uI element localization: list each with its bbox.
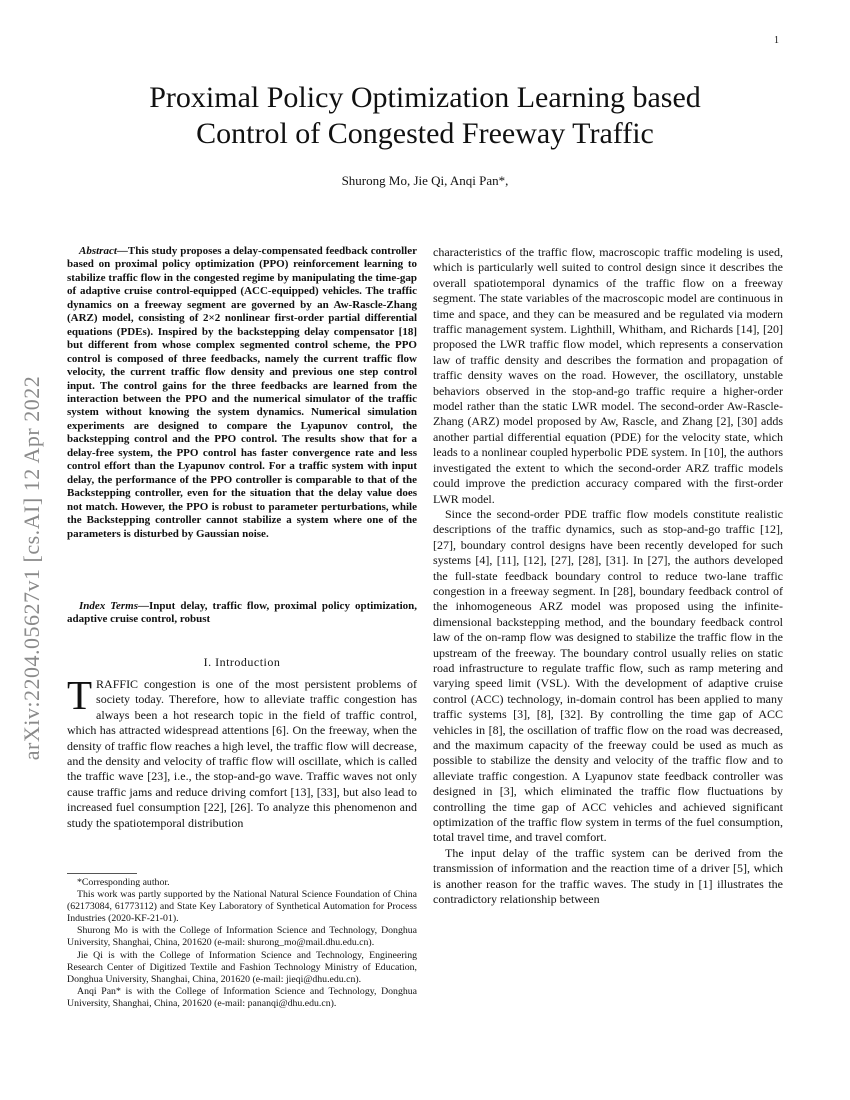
footnote: Shurong Mo is with the College of Information Science and Technology, Donghua University, Shanghai, China, 201620 (e-mail: shurong_mo@mail.dhu.edu.cn).	[67, 925, 417, 949]
footnote: This work was partly supported by the National Natural Science Foundation of China (62173084, 61773112) and State Key Laboratory of Synthetical Automation for Process Industries (2020-KF-21-01).	[67, 889, 417, 925]
section-heading: I. Introduction	[203, 655, 281, 669]
title-line-1: Proximal Policy Optimization Learning based	[149, 81, 701, 114]
right-column	[433, 245, 783, 907]
intro-lead: RAFFIC	[96, 677, 139, 691]
drop-cap: T	[67, 672, 93, 718]
abstract	[67, 245, 417, 541]
intro-paragraph	[67, 672, 417, 831]
title-line-2: Control of Congested Freeway Traffic	[196, 117, 654, 150]
paper-title	[75, 80, 775, 152]
index-terms-text: Input delay, traffic flow, proximal policy optimization, adaptive cruise control, robust	[67, 600, 417, 626]
footnote: *Corresponding author.	[77, 877, 170, 888]
abstract-text: This study proposes a delay-compensated feedback controller based on proximal policy optimization (PPO) reinforcement learning to stabilize traffic flow in the congested regime by manipulating the time-gap of adaptive cruise control-equipped (ACC-equipped) vehicles. The traffic dynamics on a freeway segment are governed by an Aw-Rascle-Zhang (ARZ) model, consisting of 2×2 nonlinear first-order partial differential equations (PDEs). Inspired by the backstepping delay compensator [18] but different from whose complex segmented control scheme, the PPO control is composed of three feedbacks, namely the current traffic flow velocity, the current traffic flow density and previous one step control input. The control gains for the three feedbacks are learned from the interaction between the PPO and the numerical simulator of the traffic system without knowing the system dynamics. Numerical simulation experiments are designed to compare the Lyapunov control, the backstepping control and the PPO control. The results show that for a delay-free system, the PPO control has faster convergence rate and less control effort than the Lyapunov control. For a traffic system with input delay, the performance of the PPO controller is comparable to that of the Backstepping controller, even for the situation that the delay value does not match. However, the PPO is robust to parameter perturbations, while the Backstepping controller cannot stabilize a system where one of the parameters is disturbed by Gaussian noise.	[67, 245, 417, 540]
footnote: Anqi Pan* is with the College of Information Science and Technology, Donghua University, Shanghai, China, 201620 (e-mail: pananqi@dhu.edu.cn).	[67, 985, 417, 1009]
index-terms	[67, 600, 417, 627]
intro-text: congestion is one of the most persistent problems of society today. Therefore, how to alleviate traffic congestion has always been a hot research topic in the field of traffic control, which has attracted widespread attentions [6]. On the freeway, when the density of traffic flow reaches a high level, the traffic flow will decrease, and the density and velocity of traffic flow will oscillate, which is called the traffic wave [23], i.e., the stop-and-go wave. Traffic waves not only cause traffic jams and reduce driving comfort [13], [33], but also lead to increased fuel consumption [22], [26]. To analyze this phenomenon and study the spatiotemporal distribution	[67, 677, 417, 830]
footnotes	[67, 877, 417, 1010]
author-list: Shurong Mo, Jie Qi, Anqi Pan*,	[341, 173, 509, 188]
index-terms-label: Index Terms—	[79, 600, 150, 612]
arxiv-stamp-text: arXiv:2204.05627v1 [cs.AI] 12 Apr 2022	[19, 375, 44, 761]
arxiv-stamp	[10, 298, 54, 838]
body-paragraph: characteristics of the traffic flow, macroscopic traffic modeling is used, which is particularly well suited to control design since it describes the overall spatiotemporal dynamics of the traffic flow on a freeway segment. The state variables of the macroscopic model are continuous in time and space, and they can be measured and be regulated via modern traffic management system. Lighthill, Whitham, and Richards [14], [20] proposed the LWR traffic flow model, which represents a conservation law of traffic density and describes the formation and propagation of traffic density waves on the road. However, the oscillatory, unstable behaviors observed in the stop-and-go traffic require a higher-order model rather than the static LWR model. The second-order Aw-Rascle-Zhang (ARZ) model proposed by Aw, Rascle, and Zhang [2], [30] adds another partial differential equation (PDE) for the velocity state, which leads to a nonlinear coupled hyperbolic PDE system. In [10], the authors investigated the extent to which the second-order ARZ traffic models could improve the prediction accuracy compared with the first-order LWR model.	[433, 245, 783, 506]
footnote-rule	[67, 873, 137, 874]
footnote: Jie Qi is with the College of Information Science and Technology, Engineering Research Center of Digitized Textile and Fashion Technology Ministry of Education, Donghua University, Shanghai, China, 201620 (e-mail: jieqi@dhu.edu.cn).	[67, 949, 417, 985]
body-paragraph: Since the second-order PDE traffic flow models constitute realistic descriptions of the traffic dynamics, such as stop-and-go traffic [12], [27], boundary control designs have been recently developed for such systems [4], [11], [12], [27], [28], [31]. In [27], the authors developed the full-state feedback boundary control to reduce two-lane traffic congestion in a freeway segment. In [28], boundary feedback control of the inhomogeneous ARZ model was proposed using the infinite-dimensional backstepping method, and the boundary feedback control law of the on-ramp flow was designed to stabilize the traffic flow in the upstream of the freeway. The boundary control usually relies on static road infrastructure to regulate traffic flow, such as ramp metering and varying speed limit (VSL). With the development of adaptive cruise control (ACC) technology, in-domain control has been applied to many traffic systems [3], [8], [32]. By controlling the time gap of ACC vehicles in [8], the oscillation of traffic flow on the road was decreased, and the maximum capacity of the freeway could be used as much as possible to stabilize the density and velocity of the traffic flow and to alleviate traffic congestion. A Lyapunov state feedback controller was designed in [3], which eliminated the traffic flow fluctuations by controlling the time gap of ACC vehicles and achieved significant optimization of the traffic flow system in terms of the fuel consumption, total travel time, and travel comfort.	[433, 506, 783, 845]
abstract-label: Abstract—	[79, 245, 128, 257]
body-paragraph: The input delay of the traffic system can be derived from the transmission of information and the reaction time of a driver [5], which is another reason for the traffic waves. The study in [1] illustrates the contradictory relationship between	[433, 845, 783, 907]
page-number: 1	[774, 35, 779, 46]
